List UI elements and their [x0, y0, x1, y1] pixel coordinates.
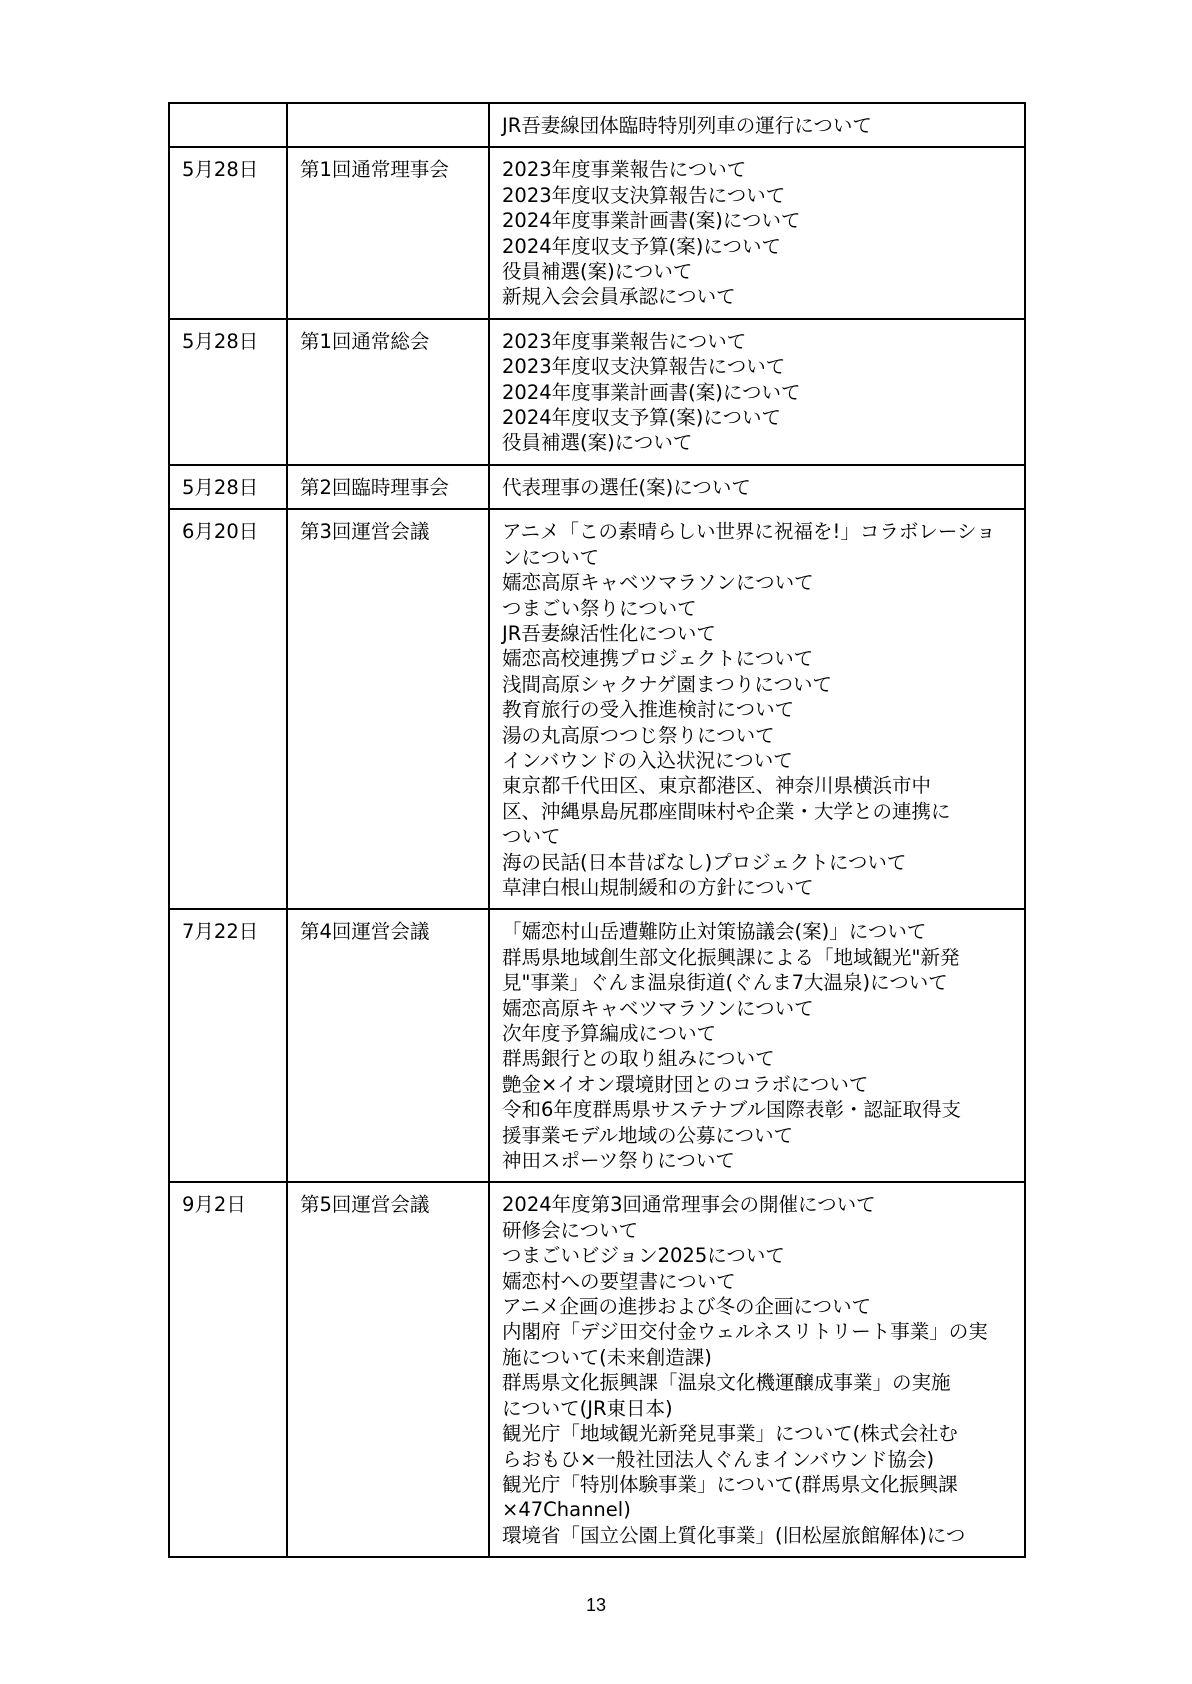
agenda-cell — [489, 147, 1025, 318]
date-cell — [169, 103, 287, 147]
meeting-record-table — [168, 102, 1026, 1558]
table-row — [169, 465, 1025, 509]
table-row — [169, 319, 1025, 465]
agenda-item: 教育旅行の受入推進検討について — [502, 698, 795, 722]
agenda-item: 神田スポーツ祭りについて — [502, 1149, 735, 1173]
agenda-item: 環境省「国立公園上質化事業」(旧松屋旅館解体)につ — [502, 1523, 966, 1547]
agenda-item: アニメ「この素晴らしい世界に祝福を!」コラボレーショ — [502, 520, 996, 544]
date-cell: 5月28日 — [169, 319, 287, 465]
date-cell: 5月28日 — [169, 147, 287, 318]
agenda-item: 役員補選(案)について — [502, 431, 693, 455]
agenda-cell — [489, 909, 1025, 1182]
agenda-item: 嬬恋高原キャベツマラソンについて — [502, 571, 814, 595]
agenda-item: つまごいビジョン2025について — [502, 1244, 785, 1268]
agenda-item: ついて — [502, 825, 561, 849]
agenda-item: 浅間高原シャクナゲ園まつりについて — [502, 672, 832, 696]
agenda-item: JR吾妻線活性化について — [502, 621, 716, 645]
agenda-item: 内閣府「デジ田交付金ウェルネスリトリート事業」の実 — [502, 1320, 988, 1344]
agenda-item: JR吾妻線団体臨時特別列車の運行について — [502, 114, 872, 137]
agenda-cell — [489, 465, 1025, 509]
agenda-item: 嬬恋高原キャベツマラソンについて — [502, 996, 814, 1020]
meeting-cell: 第1回通常総会 — [287, 319, 489, 465]
agenda-item: 湯の丸高原つつじ祭りについて — [502, 723, 775, 747]
agenda-item: 嬬恋高校連携プロジェクトについて — [502, 647, 814, 671]
table-row — [169, 509, 1025, 909]
agenda-item: 施について(未来創造課) — [502, 1345, 712, 1369]
agenda-item: 嬬恋村への要望書について — [502, 1269, 736, 1293]
meeting-cell: 第1回通常理事会 — [287, 147, 489, 318]
agenda-item: 令和6年度群馬県サステナブル国際表彰・認証取得支 — [502, 1098, 961, 1122]
agenda-cell — [489, 319, 1025, 465]
agenda-item: 2023年度事業報告について — [502, 329, 747, 353]
agenda-cell — [489, 1182, 1025, 1557]
agenda-item: 群馬銀行との取り組みについて — [502, 1047, 775, 1071]
agenda-item: 群馬県地域創生部文化振興課による「地域観光"新発 — [502, 945, 960, 969]
table-row — [169, 103, 1025, 147]
agenda-item: インバウンドの入込状況について — [502, 748, 793, 772]
agenda-item: 新規入会会員承認について — [502, 285, 736, 309]
agenda-item: 援事業モデル地域の公募について — [502, 1123, 794, 1147]
date-cell: 6月20日 — [169, 509, 287, 909]
agenda-item: 海の民話(日本昔ばなし)プロジェクトについて — [502, 850, 907, 874]
agenda-item: 2024年度第3回通常理事会の開催について — [502, 1193, 876, 1217]
agenda-item: 2023年度収支決算報告について — [502, 183, 786, 207]
agenda-item: ンについて — [502, 545, 600, 569]
table-row — [169, 909, 1025, 1182]
meeting-cell: 第4回運営会議 — [287, 909, 489, 1182]
agenda-item: 2023年度事業報告について — [502, 158, 747, 182]
agenda-item: 東京都千代田区、東京都港区、神奈川県横浜市中 — [502, 774, 932, 798]
agenda-item: らおもひ×一般社団法人ぐんまインバウンド協会) — [502, 1447, 935, 1471]
agenda-item: 2024年度収支予算(案)について — [502, 406, 781, 430]
agenda-cell — [489, 509, 1025, 909]
date-cell: 9月2日 — [169, 1182, 287, 1557]
agenda-item: 2023年度収支決算報告について — [502, 355, 786, 379]
table-body — [169, 103, 1025, 1557]
agenda-item: 「嬬恋村山岳遭難防止対策協議会(案)」について — [502, 920, 927, 944]
meeting-cell: 第3回運営会議 — [287, 509, 489, 909]
agenda-item: 区、沖縄県島尻郡座間味村や企業・大学との連携に — [502, 799, 951, 823]
table-row — [169, 1182, 1025, 1557]
agenda-item: 観光庁「地域観光新発見事業」について(株式会社む — [502, 1422, 958, 1446]
date-cell: 5月28日 — [169, 465, 287, 509]
meeting-cell: 第5回運営会議 — [287, 1182, 489, 1557]
agenda-item: 次年度予算編成について — [502, 1022, 717, 1045]
meeting-cell: 第2回臨時理事会 — [287, 465, 489, 509]
agenda-item: つまごい祭りについて — [502, 596, 697, 620]
agenda-item: 2024年度事業計画書(案)について — [502, 380, 801, 404]
agenda-item: 2024年度事業計画書(案)について — [502, 209, 801, 233]
meeting-cell — [287, 103, 489, 147]
agenda-item: 草津白根山規制緩和の方針について — [502, 875, 814, 899]
agenda-item: 見"事業」ぐんま温泉街道(ぐんま7大温泉)について — [502, 971, 948, 995]
agenda-item: アニメ企画の進捗および冬の企画について — [502, 1295, 872, 1319]
agenda-cell — [489, 103, 1025, 147]
agenda-item: ×47Channel) — [502, 1498, 631, 1522]
page-number: 13 — [585, 1595, 607, 1615]
agenda-item: 役員補選(案)について — [502, 260, 693, 284]
agenda-item: 群馬県文化振興課「温泉文化機運醸成事業」の実施 — [502, 1371, 951, 1395]
agenda-item: 艶金×イオン環境財団とのコラボについて — [502, 1072, 869, 1096]
agenda-item: 研修会について — [502, 1218, 639, 1242]
agenda-item: について(JR東日本) — [502, 1396, 673, 1420]
agenda-item: 観光庁「特別体験事業」について(群馬県文化振興課 — [502, 1472, 958, 1496]
agenda-item: 代表理事の選任(案)について — [502, 475, 751, 499]
agenda-item: 2024年度収支予算(案)について — [502, 234, 781, 258]
date-cell: 7月22日 — [169, 909, 287, 1182]
table-row — [169, 147, 1025, 318]
